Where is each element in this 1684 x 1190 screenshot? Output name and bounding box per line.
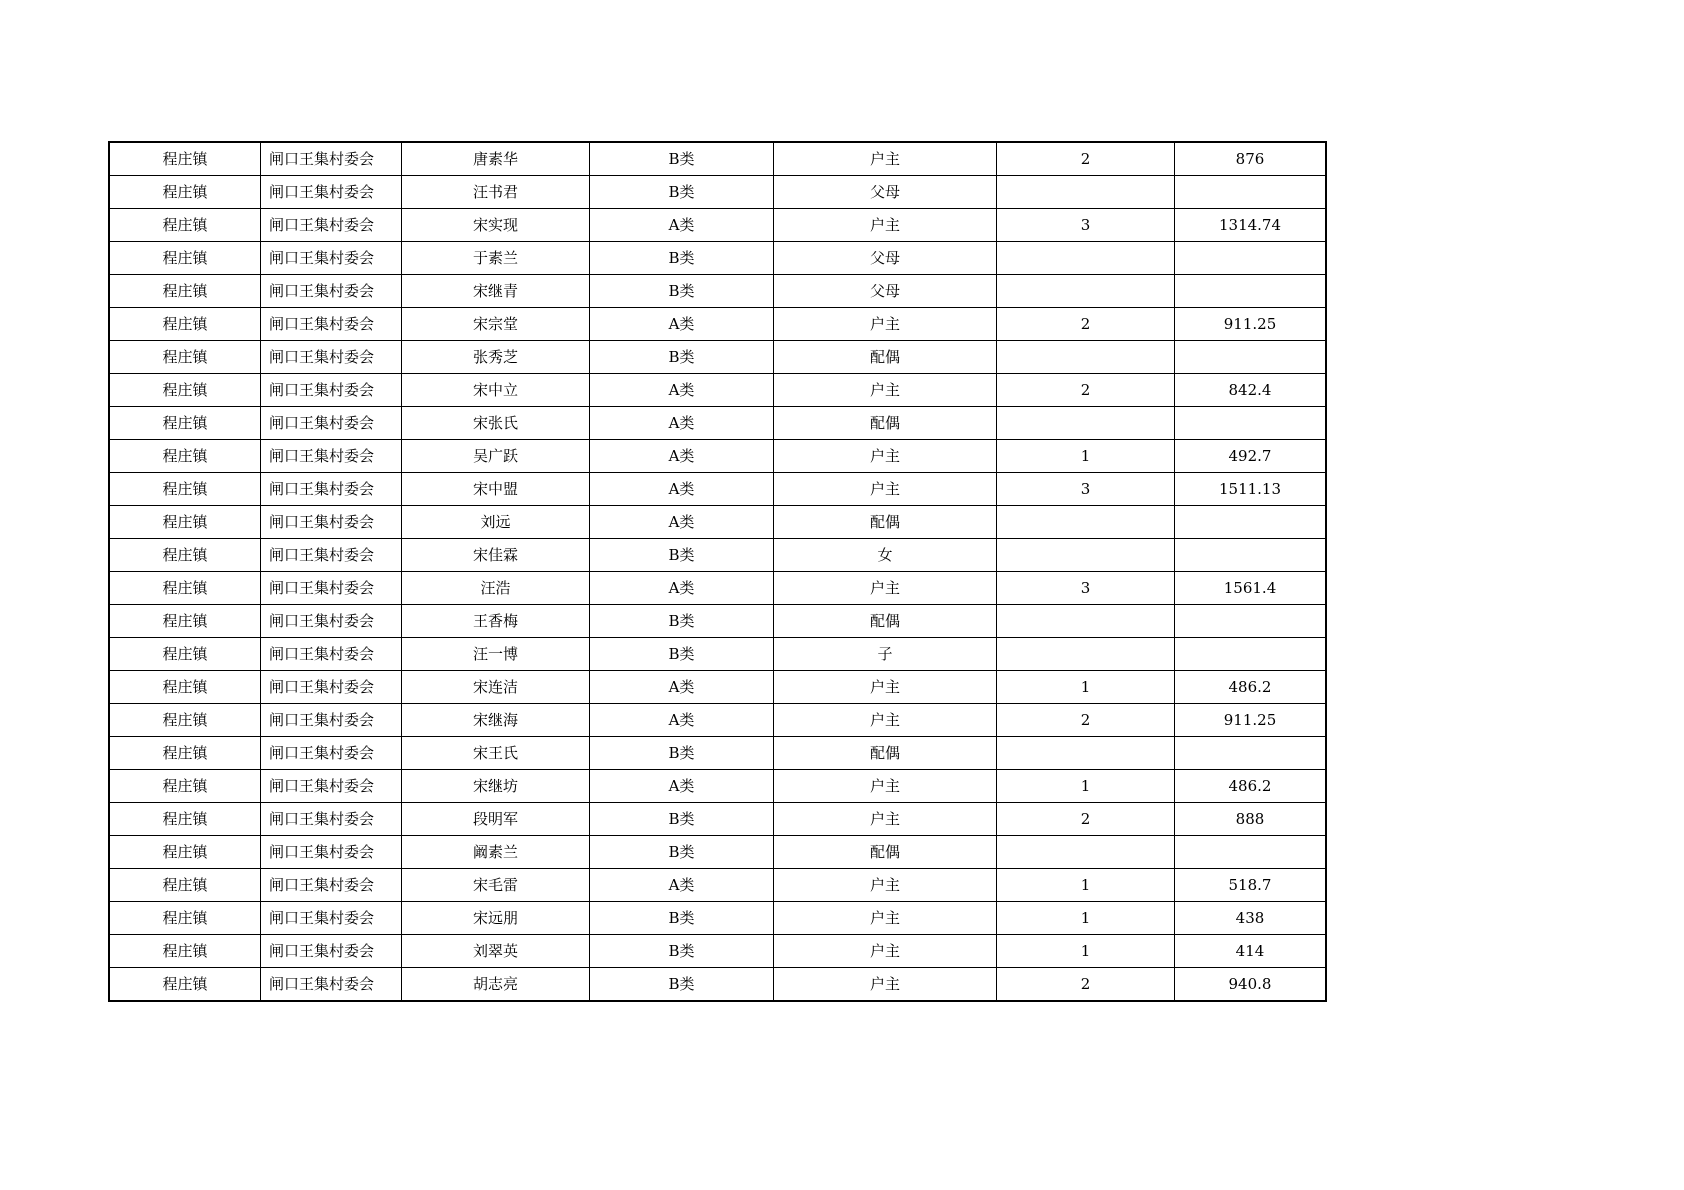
village-cell: 闸口王集村委会 — [261, 539, 402, 572]
village-cell: 闸口王集村委会 — [261, 770, 402, 803]
table-row — [109, 737, 1326, 770]
amount-cell — [1175, 737, 1327, 770]
table-row — [109, 308, 1326, 341]
town-cell: 程庄镇 — [109, 142, 261, 176]
table-row — [109, 275, 1326, 308]
village-cell: 闸口王集村委会 — [261, 902, 402, 935]
village-cell: 闸口王集村委会 — [261, 242, 402, 275]
table-row — [109, 968, 1326, 1002]
village-cell: 闸口王集村委会 — [261, 638, 402, 671]
category-cell: A类 — [590, 869, 774, 902]
name-cell: 宋中盟 — [402, 473, 590, 506]
name-cell: 阚素兰 — [402, 836, 590, 869]
household-size-cell — [997, 539, 1175, 572]
table-row — [109, 341, 1326, 374]
town-cell: 程庄镇 — [109, 440, 261, 473]
amount-cell: 486.2 — [1175, 671, 1327, 704]
amount-cell: 518.7 — [1175, 869, 1327, 902]
name-cell: 宋继坊 — [402, 770, 590, 803]
amount-cell — [1175, 176, 1327, 209]
amount-cell: 911.25 — [1175, 704, 1327, 737]
village-cell: 闸口王集村委会 — [261, 803, 402, 836]
name-cell: 宋实现 — [402, 209, 590, 242]
name-cell: 段明军 — [402, 803, 590, 836]
village-cell: 闸口王集村委会 — [261, 176, 402, 209]
household-size-cell: 1 — [997, 869, 1175, 902]
town-cell: 程庄镇 — [109, 506, 261, 539]
name-cell: 宋宗堂 — [402, 308, 590, 341]
table-row — [109, 473, 1326, 506]
amount-cell: 842.4 — [1175, 374, 1327, 407]
relation-cell: 户主 — [774, 704, 997, 737]
amount-cell — [1175, 605, 1327, 638]
table-row — [109, 770, 1326, 803]
village-cell: 闸口王集村委会 — [261, 341, 402, 374]
town-cell: 程庄镇 — [109, 209, 261, 242]
table-row — [109, 572, 1326, 605]
household-size-cell: 1 — [997, 671, 1175, 704]
relation-cell: 户主 — [774, 209, 997, 242]
household-size-cell: 3 — [997, 473, 1175, 506]
name-cell: 胡志亮 — [402, 968, 590, 1002]
name-cell: 宋继海 — [402, 704, 590, 737]
category-cell: A类 — [590, 308, 774, 341]
table-row — [109, 440, 1326, 473]
household-size-cell — [997, 638, 1175, 671]
village-cell: 闸口王集村委会 — [261, 968, 402, 1002]
name-cell: 宋王氏 — [402, 737, 590, 770]
relation-cell: 配偶 — [774, 836, 997, 869]
village-cell: 闸口王集村委会 — [261, 142, 402, 176]
table-row — [109, 803, 1326, 836]
household-size-cell: 1 — [997, 770, 1175, 803]
amount-cell: 888 — [1175, 803, 1327, 836]
amount-cell — [1175, 638, 1327, 671]
relation-cell: 父母 — [774, 242, 997, 275]
town-cell: 程庄镇 — [109, 539, 261, 572]
amount-cell — [1175, 407, 1327, 440]
amount-cell: 940.8 — [1175, 968, 1327, 1002]
village-cell: 闸口王集村委会 — [261, 506, 402, 539]
relation-cell: 户主 — [774, 968, 997, 1002]
town-cell: 程庄镇 — [109, 572, 261, 605]
village-cell: 闸口王集村委会 — [261, 836, 402, 869]
relation-cell: 女 — [774, 539, 997, 572]
table-row — [109, 869, 1326, 902]
amount-cell — [1175, 539, 1327, 572]
table-body — [109, 142, 1326, 1001]
town-cell: 程庄镇 — [109, 902, 261, 935]
category-cell: A类 — [590, 572, 774, 605]
amount-cell: 911.25 — [1175, 308, 1327, 341]
name-cell: 宋张氏 — [402, 407, 590, 440]
category-cell: A类 — [590, 209, 774, 242]
table-row — [109, 704, 1326, 737]
category-cell: B类 — [590, 539, 774, 572]
village-cell: 闸口王集村委会 — [261, 473, 402, 506]
household-size-cell: 2 — [997, 374, 1175, 407]
table-row — [109, 671, 1326, 704]
amount-cell — [1175, 836, 1327, 869]
household-size-cell: 2 — [997, 142, 1175, 176]
category-cell: B类 — [590, 836, 774, 869]
town-cell: 程庄镇 — [109, 473, 261, 506]
name-cell: 宋连洁 — [402, 671, 590, 704]
name-cell: 刘翠英 — [402, 935, 590, 968]
table-row — [109, 242, 1326, 275]
household-size-cell: 2 — [997, 968, 1175, 1002]
relation-cell: 户主 — [774, 572, 997, 605]
amount-cell: 414 — [1175, 935, 1327, 968]
name-cell: 刘远 — [402, 506, 590, 539]
relation-cell: 父母 — [774, 275, 997, 308]
name-cell: 唐素华 — [402, 142, 590, 176]
household-size-cell: 1 — [997, 440, 1175, 473]
town-cell: 程庄镇 — [109, 605, 261, 638]
household-size-cell: 2 — [997, 803, 1175, 836]
household-size-cell: 2 — [997, 308, 1175, 341]
village-cell: 闸口王集村委会 — [261, 308, 402, 341]
town-cell: 程庄镇 — [109, 869, 261, 902]
category-cell: A类 — [590, 671, 774, 704]
relation-cell: 户主 — [774, 770, 997, 803]
table-row — [109, 935, 1326, 968]
category-cell: A类 — [590, 704, 774, 737]
town-cell: 程庄镇 — [109, 671, 261, 704]
town-cell: 程庄镇 — [109, 308, 261, 341]
relation-cell: 户主 — [774, 935, 997, 968]
category-cell: B类 — [590, 176, 774, 209]
relation-cell: 配偶 — [774, 605, 997, 638]
amount-cell: 492.7 — [1175, 440, 1327, 473]
category-cell: A类 — [590, 440, 774, 473]
table-row — [109, 407, 1326, 440]
village-cell: 闸口王集村委会 — [261, 737, 402, 770]
town-cell: 程庄镇 — [109, 704, 261, 737]
household-size-cell — [997, 737, 1175, 770]
town-cell: 程庄镇 — [109, 968, 261, 1002]
amount-cell: 876 — [1175, 142, 1327, 176]
relation-cell: 子 — [774, 638, 997, 671]
relation-cell: 户主 — [774, 803, 997, 836]
name-cell: 吴广跃 — [402, 440, 590, 473]
relation-cell: 户主 — [774, 902, 997, 935]
table-row — [109, 539, 1326, 572]
category-cell: A类 — [590, 473, 774, 506]
relation-cell: 户主 — [774, 671, 997, 704]
name-cell: 宋远朋 — [402, 902, 590, 935]
table-row — [109, 605, 1326, 638]
village-cell: 闸口王集村委会 — [261, 671, 402, 704]
category-cell: A类 — [590, 374, 774, 407]
name-cell: 宋继青 — [402, 275, 590, 308]
category-cell: B类 — [590, 935, 774, 968]
town-cell: 程庄镇 — [109, 407, 261, 440]
household-size-cell — [997, 506, 1175, 539]
town-cell: 程庄镇 — [109, 737, 261, 770]
name-cell: 汪浩 — [402, 572, 590, 605]
amount-cell — [1175, 506, 1327, 539]
town-cell: 程庄镇 — [109, 275, 261, 308]
household-size-cell — [997, 407, 1175, 440]
table-row — [109, 209, 1326, 242]
category-cell: B类 — [590, 902, 774, 935]
village-cell: 闸口王集村委会 — [261, 869, 402, 902]
amount-cell: 1511.13 — [1175, 473, 1327, 506]
amount-cell — [1175, 275, 1327, 308]
town-cell: 程庄镇 — [109, 770, 261, 803]
town-cell: 程庄镇 — [109, 836, 261, 869]
relation-cell: 户主 — [774, 869, 997, 902]
village-cell: 闸口王集村委会 — [261, 407, 402, 440]
category-cell: B类 — [590, 737, 774, 770]
relation-cell: 配偶 — [774, 506, 997, 539]
table-row — [109, 836, 1326, 869]
town-cell: 程庄镇 — [109, 935, 261, 968]
category-cell: A类 — [590, 407, 774, 440]
town-cell: 程庄镇 — [109, 242, 261, 275]
amount-cell — [1175, 242, 1327, 275]
relation-cell: 户主 — [774, 374, 997, 407]
town-cell: 程庄镇 — [109, 176, 261, 209]
category-cell: B类 — [590, 638, 774, 671]
amount-cell: 486.2 — [1175, 770, 1327, 803]
town-cell: 程庄镇 — [109, 803, 261, 836]
village-cell: 闸口王集村委会 — [261, 209, 402, 242]
relation-cell: 户主 — [774, 473, 997, 506]
household-size-cell — [997, 242, 1175, 275]
household-size-cell: 3 — [997, 209, 1175, 242]
town-cell: 程庄镇 — [109, 341, 261, 374]
table-row — [109, 506, 1326, 539]
household-size-cell — [997, 176, 1175, 209]
town-cell: 程庄镇 — [109, 638, 261, 671]
village-cell: 闸口王集村委会 — [261, 704, 402, 737]
category-cell: A类 — [590, 506, 774, 539]
household-size-cell: 2 — [997, 704, 1175, 737]
name-cell: 于素兰 — [402, 242, 590, 275]
name-cell: 王香梅 — [402, 605, 590, 638]
name-cell: 宋佳霖 — [402, 539, 590, 572]
household-size-cell — [997, 341, 1175, 374]
relation-cell: 配偶 — [774, 341, 997, 374]
household-size-cell: 1 — [997, 935, 1175, 968]
amount-cell: 438 — [1175, 902, 1327, 935]
household-size-cell — [997, 836, 1175, 869]
category-cell: B类 — [590, 803, 774, 836]
amount-cell — [1175, 341, 1327, 374]
category-cell: B类 — [590, 275, 774, 308]
category-cell: B类 — [590, 142, 774, 176]
table-row — [109, 374, 1326, 407]
table-row — [109, 176, 1326, 209]
name-cell: 张秀芝 — [402, 341, 590, 374]
table-row — [109, 902, 1326, 935]
household-size-cell: 1 — [997, 902, 1175, 935]
village-cell: 闸口王集村委会 — [261, 572, 402, 605]
table-row — [109, 638, 1326, 671]
category-cell: B类 — [590, 605, 774, 638]
relation-cell: 父母 — [774, 176, 997, 209]
village-cell: 闸口王集村委会 — [261, 374, 402, 407]
category-cell: A类 — [590, 770, 774, 803]
name-cell: 汪书君 — [402, 176, 590, 209]
relation-cell: 户主 — [774, 440, 997, 473]
relation-cell: 户主 — [774, 142, 997, 176]
household-size-cell — [997, 605, 1175, 638]
amount-cell: 1314.74 — [1175, 209, 1327, 242]
amount-cell: 1561.4 — [1175, 572, 1327, 605]
name-cell: 汪一博 — [402, 638, 590, 671]
relation-cell: 配偶 — [774, 407, 997, 440]
name-cell: 宋毛雷 — [402, 869, 590, 902]
town-cell: 程庄镇 — [109, 374, 261, 407]
village-cell: 闸口王集村委会 — [261, 605, 402, 638]
data-table — [108, 141, 1327, 1002]
category-cell: B类 — [590, 968, 774, 1002]
category-cell: B类 — [590, 341, 774, 374]
household-size-cell — [997, 275, 1175, 308]
name-cell: 宋中立 — [402, 374, 590, 407]
village-cell: 闸口王集村委会 — [261, 935, 402, 968]
village-cell: 闸口王集村委会 — [261, 440, 402, 473]
village-cell: 闸口王集村委会 — [261, 275, 402, 308]
table-row — [109, 142, 1326, 176]
relation-cell: 户主 — [774, 308, 997, 341]
household-size-cell: 3 — [997, 572, 1175, 605]
relation-cell: 配偶 — [774, 737, 997, 770]
category-cell: B类 — [590, 242, 774, 275]
